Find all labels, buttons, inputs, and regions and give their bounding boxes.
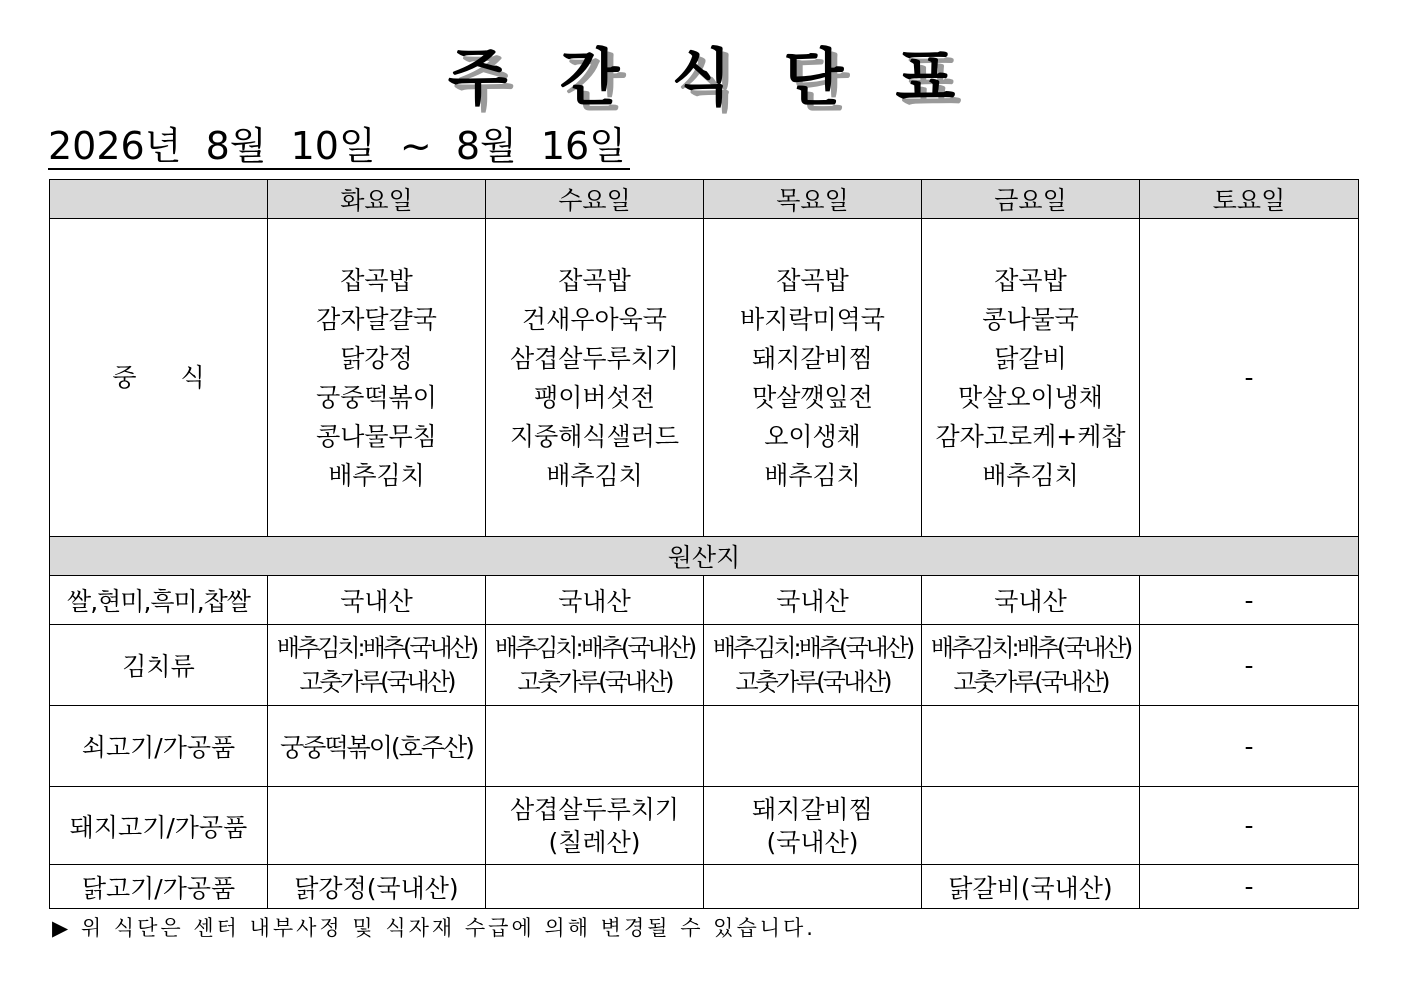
menu-item: 감자달걀국 xyxy=(316,304,437,334)
origin-row-beef xyxy=(50,706,1359,787)
origin-line: 배추김치:배추(국내산) xyxy=(276,634,477,662)
origin-cell xyxy=(486,865,704,909)
menu-item: 잡곡밥 xyxy=(340,265,413,295)
origin-line: (국내산) xyxy=(766,827,859,857)
menu-item: 지중해식샐러드 xyxy=(509,421,680,451)
origin-label: 돼지고기/가공품 xyxy=(50,787,268,865)
origin-row-chicken xyxy=(50,865,1359,909)
origin-line: (칠레산) xyxy=(548,827,641,857)
corner-cell xyxy=(50,180,268,219)
menu-item: 오이생채 xyxy=(764,421,861,451)
origin-line: 고춧가루(국내산) xyxy=(299,668,454,696)
day-header: 수요일 xyxy=(486,180,704,219)
origin-line: 삼겹살두루치기 xyxy=(509,794,680,824)
origin-cell xyxy=(704,625,922,706)
origin-line: 배추김치:배추(국내산) xyxy=(712,634,913,662)
lunch-menu-cell xyxy=(486,219,704,537)
origin-cell xyxy=(268,625,486,706)
origin-line: 배추김치:배추(국내산) xyxy=(930,634,1131,662)
menu-item: 잡곡밥 xyxy=(558,265,631,295)
lunch-menu-cell xyxy=(268,219,486,537)
origin-cell xyxy=(486,706,704,787)
origin-cell: 국내산 xyxy=(922,576,1140,625)
day-header: 화요일 xyxy=(268,180,486,219)
origin-line: 고춧가루(국내산) xyxy=(517,668,672,696)
origin-cell xyxy=(486,625,704,706)
menu-item: 맛살오이냉채 xyxy=(958,382,1103,412)
origin-cell: 닭강정(국내산) xyxy=(268,865,486,909)
origin-label: 닭고기/가공품 xyxy=(50,865,268,909)
origin-line: 고춧가루(국내산) xyxy=(953,668,1108,696)
menu-item: 바지락미역국 xyxy=(740,304,885,334)
menu-item: 감자고로케+케찹 xyxy=(935,421,1126,451)
origin-cell xyxy=(704,865,922,909)
menu-item: 배추김치 xyxy=(764,460,861,490)
origin-cell xyxy=(922,787,1140,865)
menu-item: 콩나물국 xyxy=(982,304,1079,334)
origin-cell: - xyxy=(1140,576,1359,625)
origin-line: 돼지갈비찜 xyxy=(752,794,873,824)
day-header: 목요일 xyxy=(704,180,922,219)
lunch-menu-cell xyxy=(922,219,1140,537)
origin-label: 김치류 xyxy=(50,625,268,706)
lunch-menu-cell xyxy=(1140,219,1359,537)
date-range: 2026년 8월 10일 ~ 8월 16일 xyxy=(48,124,630,170)
menu-item: 배추김치 xyxy=(546,460,643,490)
origin-cell xyxy=(268,787,486,865)
origin-cell xyxy=(704,787,922,865)
origin-row-kimchi xyxy=(50,625,1359,706)
origin-cell: 닭갈비(국내산) xyxy=(922,865,1140,909)
lunch-row xyxy=(50,219,1359,537)
menu-item: 닭갈비 xyxy=(994,343,1067,373)
weekly-menu-table xyxy=(49,179,1359,909)
origin-cell: 국내산 xyxy=(704,576,922,625)
day-header: 토요일 xyxy=(1140,180,1359,219)
origin-cell xyxy=(486,787,704,865)
origin-cell xyxy=(922,706,1140,787)
lunch-label: 중식 xyxy=(50,219,268,537)
origin-cell: - xyxy=(1140,865,1359,909)
origin-cell: 궁중떡볶이(호주산) xyxy=(268,706,486,787)
menu-item: 닭강정 xyxy=(340,343,413,373)
origin-label: 쌀,현미,흑미,찹쌀 xyxy=(50,576,268,625)
menu-item: 잡곡밥 xyxy=(776,265,849,295)
origin-cell: - xyxy=(1140,625,1359,706)
menu-item: 맛살깻잎전 xyxy=(752,382,873,412)
origin-cell xyxy=(704,706,922,787)
menu-item: 삼겹살두루치기 xyxy=(509,343,680,373)
menu-item: 궁중떡볶이 xyxy=(316,382,437,412)
menu-item: 배추김치 xyxy=(328,460,425,490)
menu-item: 콩나물무침 xyxy=(316,421,437,451)
menu-item: - xyxy=(1244,363,1254,392)
origin-cell: - xyxy=(1140,706,1359,787)
menu-item: 건새우아욱국 xyxy=(522,304,667,334)
origin-row-rice xyxy=(50,576,1359,625)
menu-item: 팽이버섯전 xyxy=(534,382,655,412)
origin-row-pork xyxy=(50,787,1359,865)
menu-item: 배추김치 xyxy=(982,460,1079,490)
lunch-menu-cell xyxy=(704,219,922,537)
footnote: ▶ 위 식단은 센터 내부사정 및 식자재 수급에 의해 변경될 수 있습니다. xyxy=(52,916,816,940)
menu-item: 잡곡밥 xyxy=(994,265,1067,295)
day-header: 금요일 xyxy=(922,180,1140,219)
page-title: 주간식단표 xyxy=(447,41,1008,114)
origin-label: 쇠고기/가공품 xyxy=(50,706,268,787)
menu-item: 돼지갈비찜 xyxy=(752,343,873,373)
origin-header: 원산지 xyxy=(50,537,1359,576)
origin-line: 배추김치:배추(국내산) xyxy=(494,634,695,662)
origin-line: 고춧가루(국내산) xyxy=(735,668,890,696)
origin-cell: - xyxy=(1140,787,1359,865)
origin-header-row xyxy=(50,537,1359,576)
origin-cell: 국내산 xyxy=(268,576,486,625)
day-header-row xyxy=(50,180,1359,219)
origin-cell xyxy=(922,625,1140,706)
origin-cell: 국내산 xyxy=(486,576,704,625)
